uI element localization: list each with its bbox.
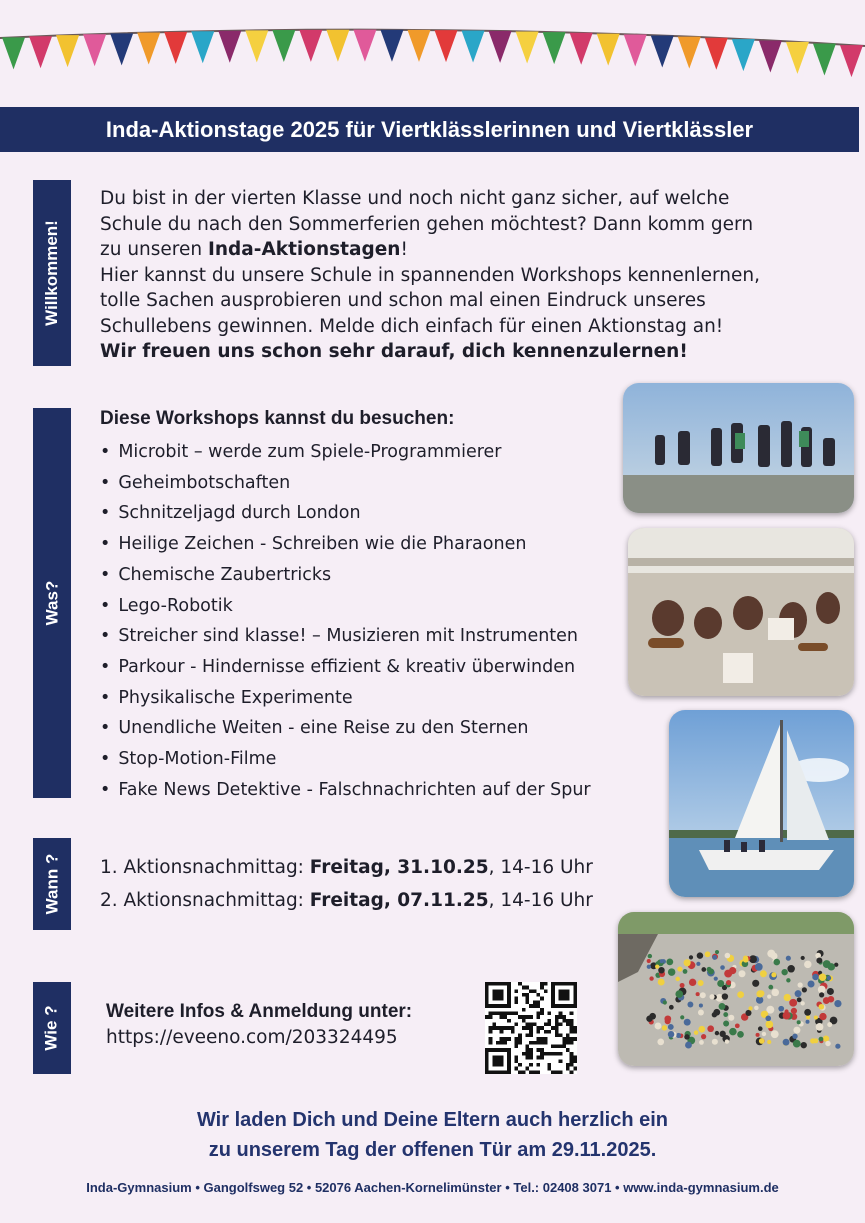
bunting-flag [624,35,647,67]
workshop-list [100,437,591,805]
list-item: • Unendliche Weiten - eine Reise zu den Sternen [100,713,591,744]
bunting-flag [840,45,863,77]
invite-line-1: Wir laden Dich und Deine Eltern auch herzlich ein [196,1109,668,1131]
qr-code-icon[interactable] [485,982,577,1074]
section-tab-what: Was? [33,408,71,798]
bunting-flag [786,42,809,74]
list-item: • Geheimbotschaften [100,468,591,499]
bunting-flag [462,30,485,62]
dates-list [100,851,593,917]
bunting-flag [407,30,430,62]
registration-heading: Weitere Infos & Anmeldung unter: [106,1001,413,1022]
date-item: 2. Aktionsnachmittag: Freitag, 07.11.25, 14-16 Uhr [100,890,593,911]
bunting-flag [2,37,25,69]
registration-link[interactable]: https://eveeno.com/203324495 [106,1027,398,1048]
list-item: • Schnitzeljagd durch London [100,498,591,529]
bunting-flag [597,34,620,66]
footer-contact: Inda-Gymnasium • Gangolfsweg 52 • 52076 Aachen-Kornelimünster • Tel.: 02408 3071 • www.inda-gymnasium.de [86,1180,779,1195]
list-item: • Stop-Motion-Filme [100,744,591,775]
photo-group [618,912,854,1066]
bunting-flag [164,32,187,64]
bunting-flag [191,31,214,63]
date-item: 1. Aktionsnachmittag: Freitag, 31.10.25, 14-16 Uhr [100,857,593,878]
bunting-flag [137,33,160,65]
bunting-flag [245,30,268,62]
bunting-flag [705,38,728,70]
bunting-decoration [0,0,865,100]
photo-jumping-students [623,383,854,513]
list-item: • Parkour - Hindernisse effizient & kreativ überwinden [100,652,591,683]
bunting-flag [299,30,322,62]
bunting-flag [110,33,133,65]
list-item: • Physikalische Experimente [100,683,591,714]
list-item: • Fake News Detektive - Falschnachrichten auf der Spur [100,775,591,806]
list-item: • Microbit – werde zum Spiele-Programmierer [100,437,591,468]
bunting-flag [678,37,701,69]
bunting-flag [353,30,376,62]
list-item: • Lego-Robotik [100,591,591,622]
bunting-flag [732,39,755,71]
photo-sailboat [669,710,854,897]
workshops-heading: Diese Workshops kannst du besuchen: [100,408,455,429]
bunting-flag [570,33,593,65]
list-item: • Chemische Zaubertricks [100,560,591,591]
bunting-flag [380,30,403,62]
intro-text: Du bist in der vierten Klasse und noch nicht ganz sicher, auf welche Schule du nach den Sommerferien gehen möchtest? Dann komm gern zu unseren Inda-Aktionstagen! Hier kannst du unsere Schule in spannenden Workshops kennenlernen, tolle Sachen ausprobieren und schon mal einen Eindruck unseres Schullebens gewinnen. Melde dich einfach für einen Aktionstag an! Wir freuen uns schon sehr darauf, dich kennenzulernen! [100,188,760,362]
section-tab-welcome: Willkommen! [33,180,71,366]
section-tab-when: Wann ? [33,838,71,930]
bunting-flag [272,30,295,62]
bunting-flag [651,36,674,68]
bunting-flag [29,36,52,68]
bunting-flag [516,31,539,63]
bunting-flag [813,43,836,75]
list-item: • Streicher sind klasse! – Musizieren mit Instrumenten [100,621,591,652]
bunting-flag [543,32,566,64]
section-tab-how: Wie ? [33,982,71,1074]
bunting-flag [759,40,782,72]
page-title: Inda-Aktionstage 2025 für Viertklässlerinnen und Viertklässler [0,107,859,152]
bunting-flag [435,30,458,62]
invite-line-2: zu unserem Tag der offenen Tür am 29.11.2025. [208,1139,657,1161]
bunting-flag [489,31,512,63]
photo-orchestra [628,528,854,696]
list-item: • Heilige Zeichen - Schreiben wie die Pharaonen [100,529,591,560]
bunting-flag [56,35,79,67]
bunting-flag [83,34,106,66]
bunting-flag [326,30,349,62]
bunting-flag [218,31,241,63]
